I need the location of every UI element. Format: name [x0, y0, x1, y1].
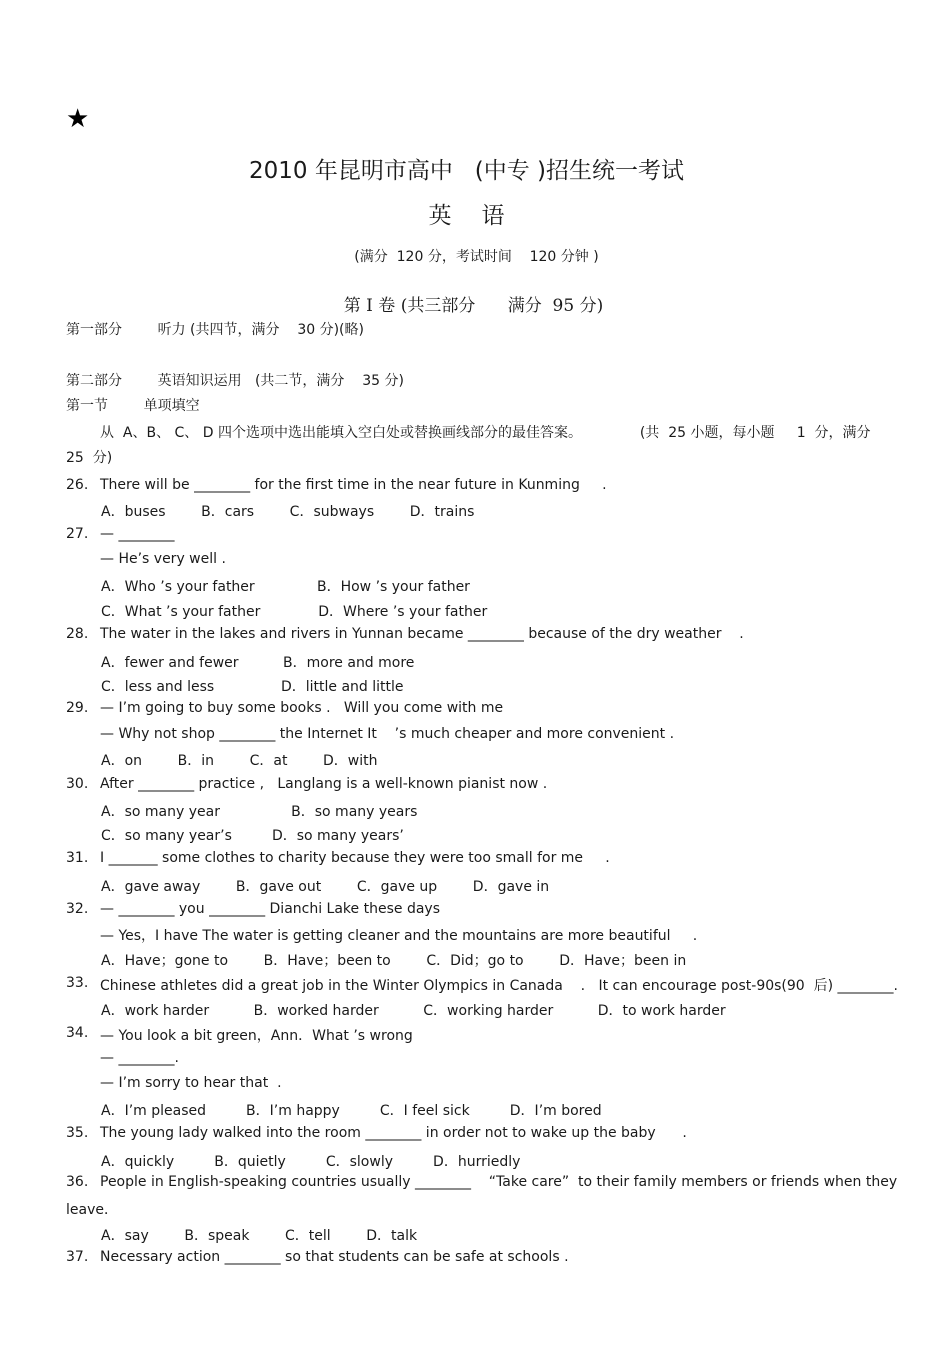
question-options: A．I’m pleased B．I’m happy C．I feel sick D．I’m bored	[101, 1103, 602, 1119]
question-number: 35.	[66, 1125, 89, 1141]
question-stem: — ________ you ________ Dianchi Lake these days	[100, 901, 440, 917]
question-options: A．quickly B．quietly C．slowly D．hurriedly	[101, 1154, 521, 1170]
question-stem: After ________ practice , Langlang is a well-known pianist now .	[100, 776, 548, 792]
question-options: A．on B．in C．at D．with	[101, 753, 378, 769]
question-number: 33.	[66, 975, 89, 991]
question-number: 28.	[66, 626, 89, 642]
dialogue-reply: — Yes，I have The water is getting cleaner and the mountains are more beautiful .	[100, 928, 698, 944]
instruction-line-1: 从 A、B、 C、 D 四个选项中选出能填入空白处或替换画线部分的最佳答案。 (共 25 小题，每小题 1 分，满分	[100, 425, 871, 441]
question-options: C．less and less D．little and little	[101, 679, 404, 695]
star-icon: ★	[66, 104, 90, 134]
question-stem: There will be ________ for the first time in the near future in Kunming .	[100, 477, 607, 493]
question-number: 36.	[66, 1174, 89, 1190]
question-number: 27.	[66, 526, 89, 542]
instruction-line-2: 25 分)	[66, 450, 113, 466]
question-stem: — ________	[100, 526, 175, 542]
question-options: A．buses B．cars C．subways D．trains	[101, 504, 475, 520]
part1-heading: 第一部分 听力 (共四节，满分 30 分)(略)	[66, 322, 364, 338]
question-options: A．say B．speak C．tell D．talk	[101, 1228, 418, 1244]
question-options: A．Who ’s your father B．How ’s your father	[101, 579, 470, 595]
question-options: A．fewer and fewer B．more and more	[101, 655, 415, 671]
part2-heading: 第二部分 英语知识运用 (共二节，满分 35 分)	[66, 373, 404, 389]
question-number: 26.	[66, 477, 89, 493]
volume-heading: 第 I 卷 (共三部分 满分 95 分)	[343, 296, 604, 316]
question-number: 37.	[66, 1249, 89, 1265]
dialogue-reply: — ________.	[100, 1050, 179, 1066]
score-time-note: (满分 120 分，考试时间 120 分钟 )	[354, 249, 599, 265]
question-number: 32.	[66, 901, 89, 917]
question-number: 34.	[66, 1025, 89, 1041]
exam-title: 2010 年昆明市高中 (中专 )招生统一考试	[248, 158, 685, 184]
section1-heading: 第一节 单项填空	[66, 398, 200, 414]
question-stem: — You look a bit green，Ann．What ’s wrong	[100, 1028, 413, 1044]
question-stem: I _______ some clothes to charity because they were too small for me .	[100, 850, 610, 866]
question-stem: Necessary action ________ so that students can be safe at schools .	[100, 1249, 569, 1265]
question-stem: — I’m going to buy some books . Will you come with me	[100, 700, 504, 716]
question-stem: Chinese athletes did a great job in the Winter Olympics in Canada . It can encourage post-90s(90 后) ________.	[100, 978, 898, 994]
question-options: A．gave away B．gave out C．gave up D．gave in	[101, 879, 550, 895]
question-stem: The young lady walked into the room ________ in order not to wake up the baby .	[100, 1125, 687, 1141]
question-options: C．What ’s your father D．Where ’s your father	[101, 604, 488, 620]
question-stem-continued: leave．	[66, 1202, 118, 1218]
dialogue-reply: — I’m sorry to hear that .	[100, 1075, 282, 1091]
question-stem: People in English-speaking countries usually ________ “Take care” to their family members or friends when they	[100, 1174, 898, 1190]
dialogue-reply: — He’s very well .	[100, 551, 226, 567]
question-number: 29.	[66, 700, 89, 716]
question-options: A．so many year B．so many years	[101, 804, 418, 820]
subject-title: 英语	[428, 203, 535, 229]
dialogue-reply: — Why not shop ________ the Internet It ’s much cheaper and more convenient .	[100, 726, 675, 742]
question-options: A．work harder B．worked harder C．working harder D．to work harder	[101, 1003, 726, 1019]
question-options: A．Have；gone to B．Have；been to C．Did；go to D．Have；been in	[101, 953, 687, 969]
question-options: C．so many year’s D．so many years’	[101, 828, 404, 844]
question-number: 30.	[66, 776, 89, 792]
question-number: 31.	[66, 850, 89, 866]
question-stem: The water in the lakes and rivers in Yunnan became ________ because of the dry weather .	[100, 626, 744, 642]
